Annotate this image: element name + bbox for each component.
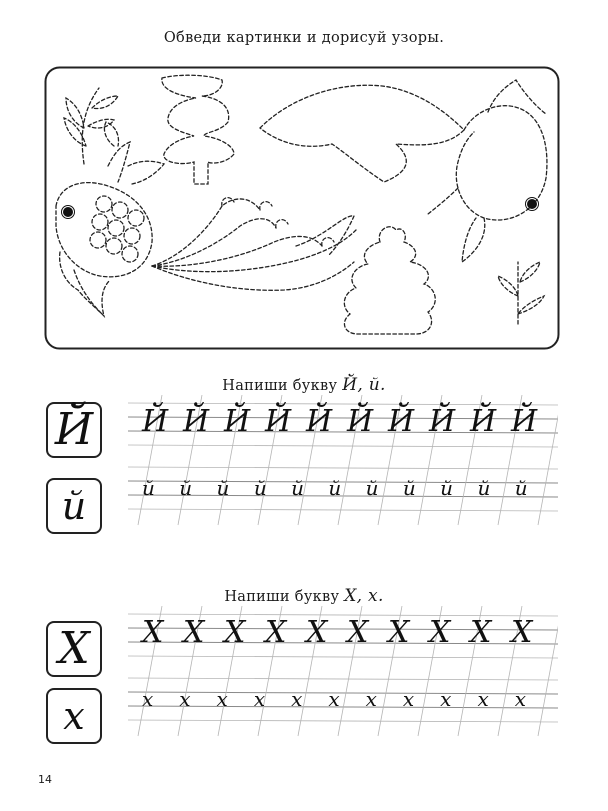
copy-letter: Й bbox=[142, 404, 169, 439]
copy-letter: Й bbox=[429, 404, 456, 439]
copy-letter: х bbox=[440, 687, 452, 711]
writing-lines-y bbox=[128, 395, 558, 535]
copy-letter: й bbox=[402, 476, 416, 500]
write-x-letters: Х, х. bbox=[344, 586, 384, 606]
fish-outline-right-icon bbox=[260, 80, 547, 262]
copy-letter: х bbox=[142, 687, 154, 711]
trace-instruction: Обведи картинки и дорисуй узоры. bbox=[163, 30, 445, 46]
copy-letter: х bbox=[477, 687, 489, 711]
ruling-line bbox=[128, 720, 558, 722]
copy-letter: х bbox=[328, 687, 340, 711]
copy-letter: х bbox=[253, 687, 266, 711]
ruling-line bbox=[538, 606, 558, 736]
copy-letter: й bbox=[216, 476, 230, 500]
tree-silhouette-icon bbox=[162, 75, 234, 184]
sample-box-y-upper bbox=[46, 402, 102, 458]
copy-letter: Х bbox=[470, 615, 492, 650]
write-y-prefix: Напиши букву bbox=[222, 378, 338, 394]
copy-letter: Й bbox=[511, 404, 538, 439]
copy-letter: Х bbox=[429, 615, 451, 650]
copy-letter: х bbox=[514, 687, 527, 711]
write-y-letters: Й, й. bbox=[342, 375, 386, 395]
tracing-picture-frame bbox=[44, 66, 560, 350]
copy-letter: й bbox=[142, 476, 155, 500]
sample-letter-y-lower: й bbox=[61, 484, 87, 528]
leaf-sprig-icon bbox=[64, 88, 118, 164]
copy-letter: Х bbox=[183, 615, 205, 650]
copy-letter: Х bbox=[347, 615, 369, 650]
copy-letter: х bbox=[179, 687, 191, 711]
write-y-instruction bbox=[0, 375, 608, 395]
copy-letter: Х bbox=[511, 615, 533, 650]
copy-letter: Х bbox=[224, 615, 246, 650]
copy-letter: Й bbox=[265, 404, 292, 439]
fish-scales-left-icon bbox=[56, 122, 164, 316]
copy-letter: х bbox=[402, 687, 415, 711]
copy-letter: й bbox=[440, 476, 454, 500]
copy-letter: й bbox=[328, 476, 342, 500]
copy-letter: Й bbox=[183, 404, 210, 439]
tree-small-silhouette-icon bbox=[344, 227, 435, 334]
copy-letter: Х bbox=[142, 615, 164, 650]
ruling-line bbox=[128, 509, 558, 511]
copy-letter: х bbox=[365, 687, 377, 711]
ruling-line bbox=[128, 481, 558, 483]
copy-letter: Й bbox=[470, 404, 497, 439]
ruling-line bbox=[128, 692, 558, 694]
copy-letter: х bbox=[291, 687, 303, 711]
copy-letter: й bbox=[514, 476, 528, 500]
sample-box-x-upper bbox=[46, 621, 102, 677]
leaf-sprig-small-icon bbox=[498, 262, 544, 324]
page-number: 14 bbox=[38, 773, 52, 786]
write-x-instruction bbox=[0, 586, 608, 606]
writing-lines-x bbox=[128, 606, 558, 746]
copy-letter: Х bbox=[306, 615, 328, 650]
copy-letter: й bbox=[365, 476, 379, 500]
copy-letter: й bbox=[291, 476, 304, 500]
ruling-line bbox=[128, 678, 558, 680]
fan-tail-pattern-icon bbox=[152, 198, 356, 291]
sample-letter-y-upper: Й bbox=[54, 404, 94, 455]
copy-letter: х bbox=[216, 687, 228, 711]
copy-letter: Й bbox=[306, 404, 333, 439]
sample-letter-x-lower: х bbox=[63, 694, 85, 738]
write-x-prefix: Напиши букву bbox=[224, 589, 340, 605]
copy-letter: й bbox=[179, 476, 193, 500]
copy-letter: Й bbox=[347, 404, 374, 439]
sample-letter-x-upper: Х bbox=[58, 623, 90, 674]
copy-letter: й bbox=[253, 476, 267, 500]
sample-box-y-lower bbox=[46, 478, 102, 534]
copy-letter: Й bbox=[388, 404, 415, 439]
sample-box-x-lower bbox=[46, 688, 102, 744]
copy-letter: Й bbox=[224, 404, 251, 439]
ruling-line bbox=[538, 395, 558, 525]
ruling-line bbox=[128, 467, 558, 469]
copy-letter: Х bbox=[265, 615, 287, 650]
copy-letter: й bbox=[477, 476, 491, 500]
copy-letter: Х bbox=[388, 615, 410, 650]
